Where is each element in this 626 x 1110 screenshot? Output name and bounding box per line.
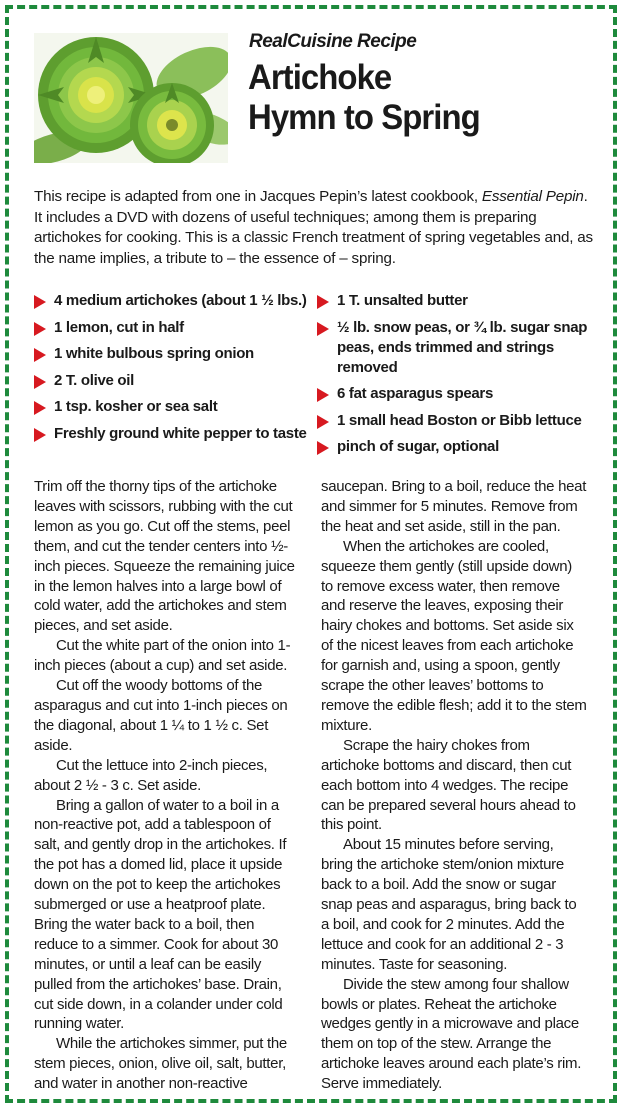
- red-triangle-bullet-icon: [317, 322, 329, 336]
- intro-paragraph: [34, 187, 594, 269]
- directions-column-left: [34, 477, 296, 1094]
- title-line-1: Artichoke: [248, 58, 392, 97]
- ingredient-item: 2 T. olive oil: [34, 371, 319, 391]
- red-triangle-bullet-icon: [317, 388, 329, 402]
- red-triangle-bullet-icon: [34, 428, 46, 442]
- red-triangle-bullet-icon: [34, 375, 46, 389]
- direction-paragraph: About 15 minutes before serving, bring the artichoke stem/onion mixture back to a boil. Add the snow or sugar snap peas and asparagus, bring back to a boil, and cook for 2 minutes. Add the lettuce and cook for an additional 2 - 3 minutes. Taste for seasoning.: [321, 836, 577, 973]
- ingredient-item: 1 tsp. kosher or sea salt: [34, 397, 319, 417]
- ingredient-item: ½ lb. snow peas, or ¾ lb. sugar snap peas, ends trimmed and strings removed: [317, 318, 595, 378]
- direction-paragraph: When the artichokes are cooled, squeeze them gently (still upside down) to remove excess water, then remove and reserve the leaves, exposing their hairy chokes and bottoms. Set aside six of the nicest leaves from each artichoke for garnish and, using a spoon, gently scrape the other leaves’ bottoms to remove the edible flesh; add it to the stem mixture.: [321, 537, 587, 734]
- red-triangle-bullet-icon: [317, 415, 329, 429]
- direction-paragraph: Cut the white part of the onion into 1-inch pieces (about a cup) and set aside.: [34, 637, 291, 675]
- ingredient-item: 1 lemon, cut in half: [34, 318, 319, 338]
- direction-paragraph: Trim off the thorny tips of the artichoke leaves with scissors, rubbing with the cut lemon as you go. Cut off the stems, peel them, and cut the tender centers into ½-inch pieces. Squeeze the remaining juice in the lemon halves into a large bowl of cold water, add the artichokes and stem pieces, and set aside.: [34, 478, 295, 635]
- ingredient-item: Freshly ground white pepper to taste: [34, 424, 319, 444]
- directions-column-right: [321, 477, 587, 1094]
- red-triangle-bullet-icon: [34, 295, 46, 309]
- red-triangle-bullet-icon: [34, 401, 46, 415]
- direction-paragraph: Cut off the woody bottoms of the asparagus and cut into 1-inch pieces on the diagonal, about 1 ¼ to 1 ½ c. Set aside.: [34, 677, 288, 754]
- recipe-kicker: RealCuisine Recipe: [249, 31, 417, 52]
- intro-text-after: . It includes a DVD with dozens of useful techniques; among them is preparing artichokes for cooking. This is a classic French treatment of spring vegetables and, as the name implies, a tribute to – the essence of – spring.: [34, 188, 593, 267]
- direction-paragraph: Divide the stew among four shallow bowls or plates. Reheat the artichoke wedges gently in a microwave and place them on top of the stew. Arrange the artichoke leaves around each plate’s rim. Serve immediately.: [321, 975, 582, 1093]
- ingredient-item: 1 small head Boston or Bibb lettuce: [317, 411, 595, 431]
- ingredient-item: pinch of sugar, optional: [317, 437, 595, 457]
- ingredients-list-left: [34, 291, 319, 450]
- red-triangle-bullet-icon: [317, 295, 329, 309]
- artichoke-photo: [34, 33, 228, 163]
- direction-paragraph: saucepan. Bring to a boil, reduce the heat and simmer for 5 minutes. Remove from the heat and set aside, still in the pan.: [321, 478, 587, 535]
- direction-paragraph: Bring a gallon of water to a boil in a non-reactive pot, add a tablespoon of salt, and gently drop in the artichokes. If the pot has a domed lid, place it upside down on the pot to keep the artichokes submerged or use a heatproof plate. Bring the water back to a boil, then reduce to a simmer. Cook for about 30 minutes, or until a leaf can be easily pulled from the artichokes’ base. Drain, cut side down, in a colander under cold running water.: [34, 796, 287, 1033]
- red-triangle-bullet-icon: [34, 348, 46, 362]
- book-title: Essential Pepin: [481, 188, 584, 205]
- direction-paragraph: Cut the lettuce into 2-inch pieces, about 2 ½ - 3 c. Set aside.: [34, 756, 268, 794]
- title-line-2: Hymn to Spring: [248, 98, 480, 137]
- red-triangle-bullet-icon: [317, 441, 329, 455]
- red-triangle-bullet-icon: [34, 322, 46, 336]
- ingredient-item: 1 T. unsalted butter: [317, 291, 595, 311]
- ingredient-item: 4 medium artichokes (about 1 ½ lbs.): [34, 291, 319, 311]
- direction-paragraph: Scrape the hairy chokes from artichoke bottoms and discard, then cut each bottom into 4 wedges. The recipe can be prepared several hours ahead to this point.: [321, 736, 576, 834]
- direction-paragraph: While the artichokes simmer, put the stem pieces, onion, olive oil, salt, butter, and water in another non-reactive: [34, 1035, 287, 1093]
- intro-text-before: This recipe is adapted from one in Jacques Pepin’s latest cookbook,: [34, 188, 482, 205]
- recipe-title: [248, 58, 480, 138]
- ingredient-item: 1 white bulbous spring onion: [34, 344, 319, 364]
- ingredients-list-right: [317, 291, 595, 464]
- ingredient-item: 6 fat asparagus spears: [317, 384, 595, 404]
